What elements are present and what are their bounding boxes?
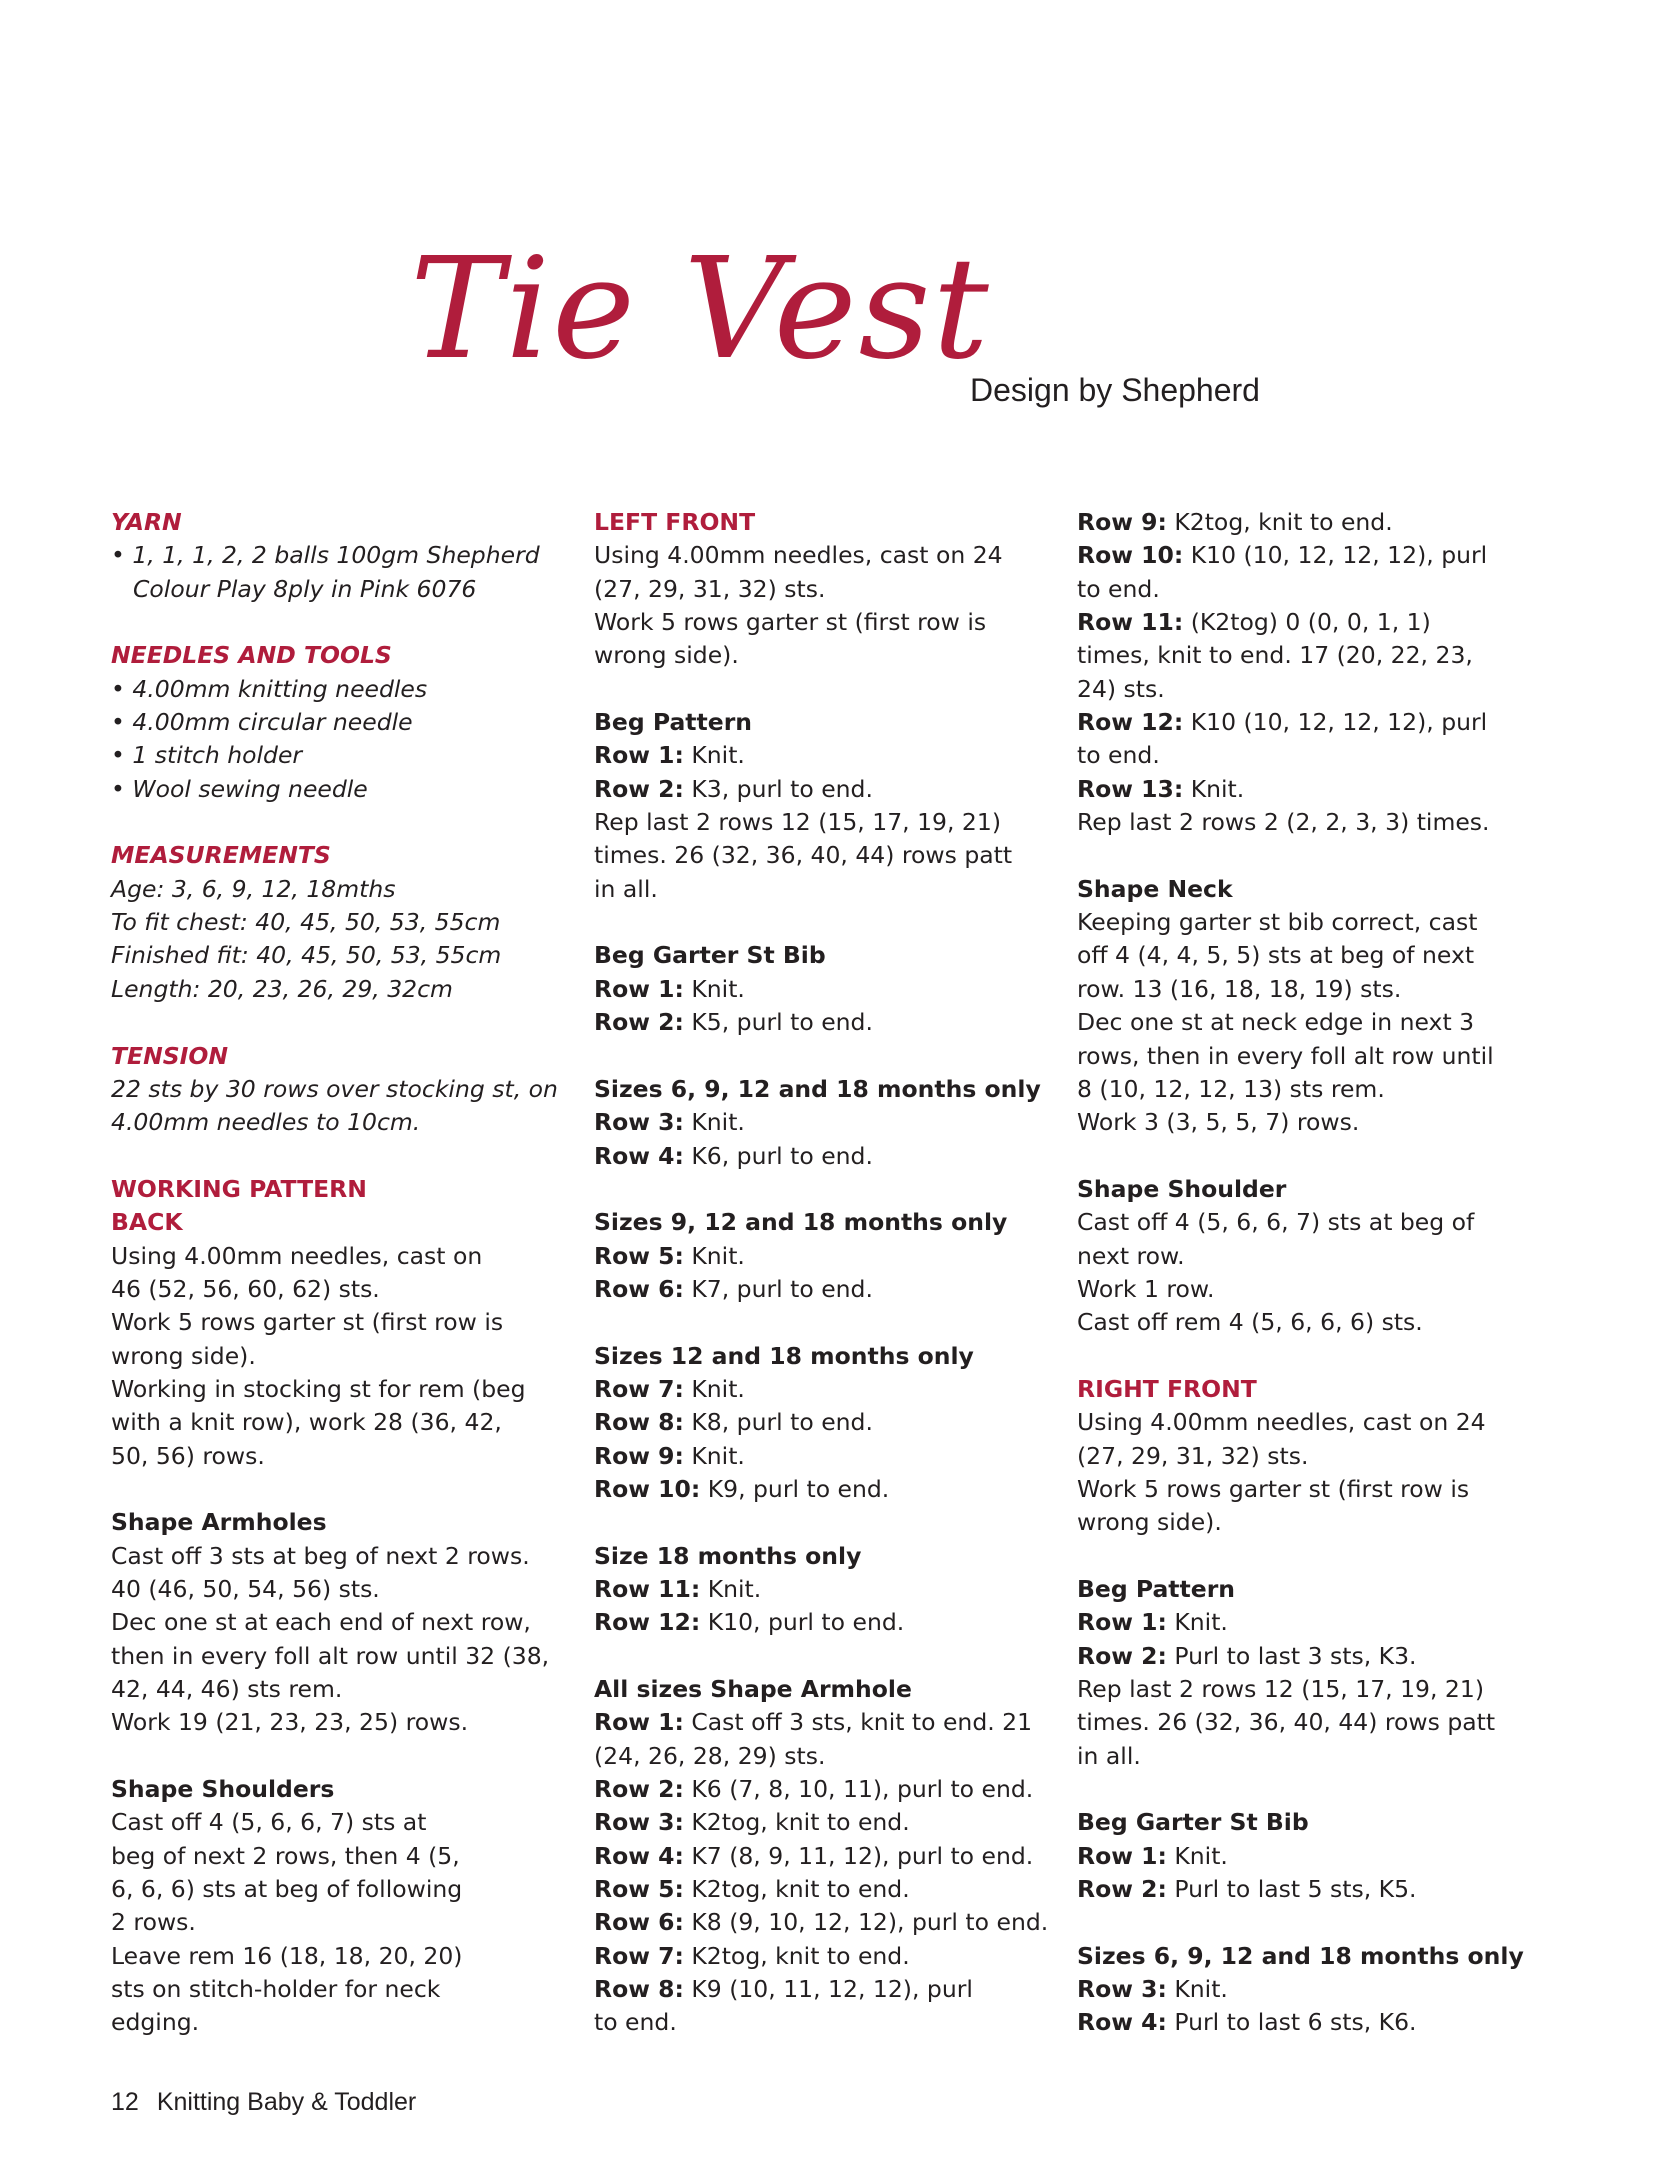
armholes-line: 42, 44, 46) sts rem. (111, 1675, 343, 1704)
shoulder-line: Cast off rem 4 (5, 6, 6, 6) sts. (1077, 1308, 1423, 1337)
neck-line: Dec one st at neck edge in next 3 (1077, 1008, 1475, 1037)
armholes-line: Work 19 (21, 23, 23, 25) rows. (111, 1708, 469, 1737)
row-instruction (594, 1140, 1049, 1173)
sizes-heading: Sizes 9, 12 and 18 months only (594, 1208, 1008, 1237)
row-label: Row 1: (594, 974, 684, 1003)
row-text: (K2tog) 0 (0, 0, 1, 1) (1183, 608, 1431, 637)
row-label: Row 7: (594, 1374, 684, 1403)
row-label: Row 10: (1077, 541, 1184, 570)
left-front-line: wrong side). (594, 641, 739, 670)
needles-item: • Wool sewing needle (111, 774, 368, 803)
row-text: K7 (8, 9, 11, 12), purl to end. (683, 1841, 1034, 1870)
row-text: Knit. (1166, 1841, 1228, 1870)
row-instruction (594, 1240, 1049, 1273)
row-label: Row 13: (1077, 774, 1184, 803)
measurement-line: Age: 3, 6, 9, 12, 18mths (111, 874, 396, 903)
row-label: Row 10: (594, 1474, 701, 1503)
row-instruction (594, 973, 1049, 1006)
row-text: Knit. (1183, 774, 1245, 803)
right-front-line: Work 5 rows garter st (first row is (1077, 1474, 1470, 1503)
row-label: Row 8: (594, 1975, 684, 2004)
row-label: Row 1: (1077, 1608, 1167, 1637)
row-label: Row 2: (594, 1008, 684, 1037)
shoulder-line: next row. (1077, 1241, 1185, 1270)
row-label: Row 1: (1077, 1841, 1167, 1870)
row-instruction (1077, 506, 1532, 539)
row-label: Row 4: (594, 1841, 684, 1870)
right-front-line: Using 4.00mm needles, cast on 24 (1077, 1408, 1486, 1437)
tension-line: 4.00mm needles to 10cm. (111, 1108, 421, 1137)
row-instruction (594, 1106, 1049, 1139)
row-instruction (594, 1906, 1049, 1939)
back-line: 50, 56) rows. (111, 1441, 265, 1470)
right-front-line: wrong side). (1077, 1508, 1222, 1537)
row-text: Purl to last 5 sts, K5. (1166, 1875, 1417, 1904)
row-label: Row 9: (1077, 508, 1167, 536)
back-heading: BACK (111, 1208, 183, 1237)
tension-line: 22 sts by 30 rows over stocking st, on (111, 1074, 558, 1103)
row-instruction (1077, 2006, 1532, 2039)
row-instruction (594, 739, 1049, 772)
row-continuation: to end. (594, 2008, 677, 2037)
yarn-item: • 1, 1, 1, 2, 2 balls 100gm Shepherd (111, 541, 540, 570)
left-front-line: Using 4.00mm needles, cast on 24 (594, 541, 1003, 570)
shoulders-line: Cast off 4 (5, 6, 6, 7) sts at (111, 1808, 427, 1837)
row-continuation: times, knit to end. 17 (20, 22, 23, (1077, 641, 1473, 670)
row-instruction (594, 1973, 1049, 2006)
designer-byline: Design by Shepherd (970, 372, 1260, 408)
row-continuation: to end. (1077, 574, 1160, 603)
row-instruction (594, 1773, 1049, 1806)
row-text: K9 (10, 11, 12, 12), purl (683, 1975, 973, 2004)
row-text: K2tog, knit to end. (1166, 508, 1393, 536)
column-3 (1077, 506, 1532, 2040)
shoulder-line: Cast off 4 (5, 6, 6, 7) sts at beg of (1077, 1208, 1475, 1237)
row-instruction (1077, 606, 1532, 639)
column-2 (594, 506, 1049, 2040)
pattern-line: times. 26 (32, 36, 40, 44) rows patt (1077, 1708, 1496, 1737)
row-instruction (594, 1606, 1049, 1639)
needles-heading: NEEDLES AND TOOLS (111, 641, 392, 670)
row-text: Knit. (683, 741, 745, 770)
row-label: Row 1: (594, 1708, 684, 1737)
pattern-line: in all. (1077, 1741, 1141, 1770)
row-instruction (1077, 706, 1532, 739)
row-text: K10 (10, 12, 12, 12), purl (1183, 541, 1488, 570)
needles-item: • 4.00mm circular needle (111, 708, 413, 737)
row-text: K8 (9, 10, 12, 12), purl to end. (683, 1908, 1049, 1937)
row-label: Row 11: (594, 1575, 701, 1603)
shoulders-line: Leave rem 16 (18, 18, 20, 20) (111, 1941, 463, 1970)
shape-shoulder-heading: Shape Shoulder (1077, 1174, 1287, 1203)
row-text: K9, purl to end. (700, 1474, 890, 1503)
row-instruction (1077, 1640, 1532, 1673)
row-label: Row 11: (1077, 608, 1184, 637)
row-instruction (594, 1940, 1049, 1973)
row-text: K3, purl to end. (683, 774, 873, 803)
row-label: Row 12: (1077, 708, 1184, 737)
row-instruction (594, 1873, 1049, 1906)
row-label: Row 3: (594, 1808, 684, 1837)
garter-bib-heading: Beg Garter St Bib (1077, 1808, 1309, 1837)
measurement-line: Finished fit: 40, 45, 50, 53, 55cm (111, 941, 502, 970)
working-pattern-heading: WORKING PATTERN (111, 1174, 367, 1203)
shape-shoulders-heading: Shape Shoulders (111, 1775, 335, 1804)
measurement-line: Length: 20, 23, 26, 29, 32cm (111, 974, 453, 1003)
row-instruction (1077, 773, 1532, 806)
row-instruction (594, 1573, 1049, 1606)
row-label: Row 5: (594, 1241, 684, 1270)
shoulder-line: Work 1 row. (1077, 1274, 1215, 1303)
row-instruction (594, 1473, 1049, 1506)
row-text: Knit. (683, 1108, 745, 1137)
row-text: K8, purl to end. (683, 1408, 873, 1437)
row-label: Row 12: (594, 1608, 701, 1637)
back-line: with a knit row), work 28 (36, 42, (111, 1408, 502, 1437)
beg-pattern-heading: Beg Pattern (1077, 1575, 1236, 1603)
row-label: Row 8: (594, 1408, 684, 1437)
row-label: Row 4: (1077, 2008, 1167, 2037)
row-continuation: 24) sts. (1077, 674, 1165, 703)
row-text: Purl to last 3 sts, K3. (1166, 1641, 1417, 1670)
pattern-line: Rep last 2 rows 12 (15, 17, 19, 21) (1077, 1675, 1484, 1704)
armholes-line: then in every foll alt row until 32 (38, (111, 1641, 550, 1670)
column-1 (111, 506, 566, 2040)
yarn-item-cont: Colour Play 8ply in Pink 6076 (133, 574, 477, 603)
row-text: Knit. (683, 974, 745, 1003)
back-line: 46 (52, 56, 60, 62) sts. (111, 1274, 380, 1303)
pattern-line: Rep last 2 rows 12 (15, 17, 19, 21) (594, 808, 1001, 837)
row-label: Row 6: (594, 1908, 684, 1937)
shoulders-line: 2 rows. (111, 1908, 196, 1937)
row-instruction (594, 1840, 1049, 1873)
back-line: Using 4.00mm needles, cast on (111, 1241, 483, 1270)
row-label: Row 3: (1077, 1975, 1167, 2004)
neck-line: rows, then in every foll alt row until (1077, 1041, 1494, 1070)
shape-armholes-heading: Shape Armholes (111, 1508, 327, 1537)
row-text: Knit. (1166, 1975, 1228, 2004)
row-text: K6 (7, 8, 10, 11), purl to end. (683, 1775, 1034, 1804)
shoulders-line: 6, 6, 6) sts at beg of following (111, 1875, 463, 1904)
row-label: Row 2: (1077, 1641, 1167, 1670)
row-instruction (1077, 1873, 1532, 1906)
measurements-heading: MEASUREMENTS (111, 841, 331, 870)
measurement-line: To fit chest: 40, 45, 50, 53, 55cm (111, 908, 501, 937)
row-text: Knit. (1166, 1608, 1228, 1637)
row-instruction (1077, 1606, 1532, 1639)
neck-line: Work 3 (3, 5, 5, 7) rows. (1077, 1108, 1360, 1137)
sizes-heading: Sizes 12 and 18 months only (594, 1341, 974, 1370)
row-text: K10, purl to end. (700, 1608, 905, 1637)
back-line: Work 5 rows garter st (first row is (111, 1308, 504, 1337)
row-instruction (594, 1806, 1049, 1839)
row-label: Row 4: (594, 1141, 684, 1170)
row-instruction (1077, 1973, 1532, 2006)
left-front-line: (27, 29, 31, 32) sts. (594, 574, 826, 603)
row-label: Row 2: (594, 1775, 684, 1804)
row-instruction (594, 1706, 1049, 1739)
shape-neck-heading: Shape Neck (1077, 874, 1233, 903)
row-label: Row 6: (594, 1274, 684, 1303)
neck-line: row. 13 (16, 18, 18, 19) sts. (1077, 974, 1402, 1003)
armholes-line: Cast off 3 sts at beg of next 2 rows. (111, 1541, 530, 1570)
left-front-heading: LEFT FRONT (594, 508, 756, 536)
back-line: Working in stocking st for rem (beg (111, 1374, 526, 1403)
all-sizes-armhole-heading: All sizes Shape Armhole (594, 1675, 912, 1704)
sizes-heading: Size 18 months only (594, 1541, 862, 1570)
row-text: K2tog, knit to end. (683, 1875, 910, 1904)
right-front-heading: RIGHT FRONT (1077, 1374, 1257, 1403)
row-label: Row 1: (594, 741, 684, 770)
row-instruction (594, 773, 1049, 806)
row-label: Row 9: (594, 1441, 684, 1470)
sizes-heading: Sizes 6, 9, 12 and 18 months only (594, 1074, 1041, 1103)
shoulders-line: edging. (111, 2008, 200, 2037)
left-front-line: Work 5 rows garter st (first row is (594, 608, 987, 637)
row-instruction (594, 1440, 1049, 1473)
row-label: Row 7: (594, 1941, 684, 1970)
row-text: K2tog, knit to end. (683, 1941, 910, 1970)
row-text: Knit. (683, 1441, 745, 1470)
row-text: K5, purl to end. (683, 1008, 873, 1037)
pattern-title: Tie Vest (410, 228, 991, 391)
row-instruction (594, 1406, 1049, 1439)
shoulders-line: sts on stitch-holder for neck (111, 1975, 441, 2004)
yarn-heading: YARN (111, 508, 182, 536)
armholes-line: Dec one st at each end of next row, (111, 1608, 531, 1637)
back-line: wrong side). (111, 1341, 256, 1370)
row-text: Knit. (683, 1241, 745, 1270)
row-text: Cast off 3 sts, knit to end. 21 (683, 1708, 1033, 1737)
row-instruction (1077, 539, 1532, 572)
row-instruction (594, 1373, 1049, 1406)
right-front-line: (27, 29, 31, 32) sts. (1077, 1441, 1309, 1470)
page-number: 12 (111, 2088, 139, 2116)
beg-pattern-heading: Beg Pattern (594, 708, 753, 737)
row-text: K2tog, knit to end. (683, 1808, 910, 1837)
pattern-line: times. 26 (32, 36, 40, 44) rows patt (594, 841, 1013, 870)
repeat-line: Rep last 2 rows 2 (2, 2, 3, 3) times. (1077, 808, 1490, 837)
row-text: K7, purl to end. (683, 1274, 873, 1303)
row-continuation: (24, 26, 28, 29) sts. (594, 1741, 826, 1770)
page-footer (111, 2088, 416, 2117)
row-instruction (1077, 1840, 1532, 1873)
row-label: Row 3: (594, 1108, 684, 1137)
row-label: Row 5: (594, 1875, 684, 1904)
book-title: Knitting Baby & Toddler (156, 2088, 417, 2116)
tension-heading: TENSION (111, 1041, 229, 1070)
sizes-heading: Sizes 6, 9, 12 and 18 months only (1077, 1941, 1524, 1970)
row-text: K10 (10, 12, 12, 12), purl (1183, 708, 1488, 737)
row-instruction (594, 1273, 1049, 1306)
neck-line: off 4 (4, 4, 5, 5) sts at beg of next (1077, 941, 1475, 970)
row-text: Knit. (683, 1374, 745, 1403)
shoulders-line: beg of next 2 rows, then 4 (5, (111, 1841, 460, 1870)
garter-bib-heading: Beg Garter St Bib (594, 941, 826, 970)
row-text: K6, purl to end. (683, 1141, 873, 1170)
neck-line: 8 (10, 12, 12, 13) sts rem. (1077, 1074, 1385, 1103)
row-label: Row 2: (594, 774, 684, 803)
armholes-line: 40 (46, 50, 54, 56) sts. (111, 1575, 380, 1603)
neck-line: Keeping garter st bib correct, cast (1077, 908, 1478, 937)
pattern-line: in all. (594, 874, 658, 903)
row-continuation: to end. (1077, 741, 1160, 770)
row-text: Knit. (700, 1575, 762, 1603)
row-text: Purl to last 6 sts, K6. (1166, 2008, 1417, 2037)
needles-item: • 1 stitch holder (111, 741, 303, 770)
needles-item: • 4.00mm knitting needles (111, 674, 428, 703)
row-label: Row 2: (1077, 1875, 1167, 1904)
row-instruction (594, 1006, 1049, 1039)
